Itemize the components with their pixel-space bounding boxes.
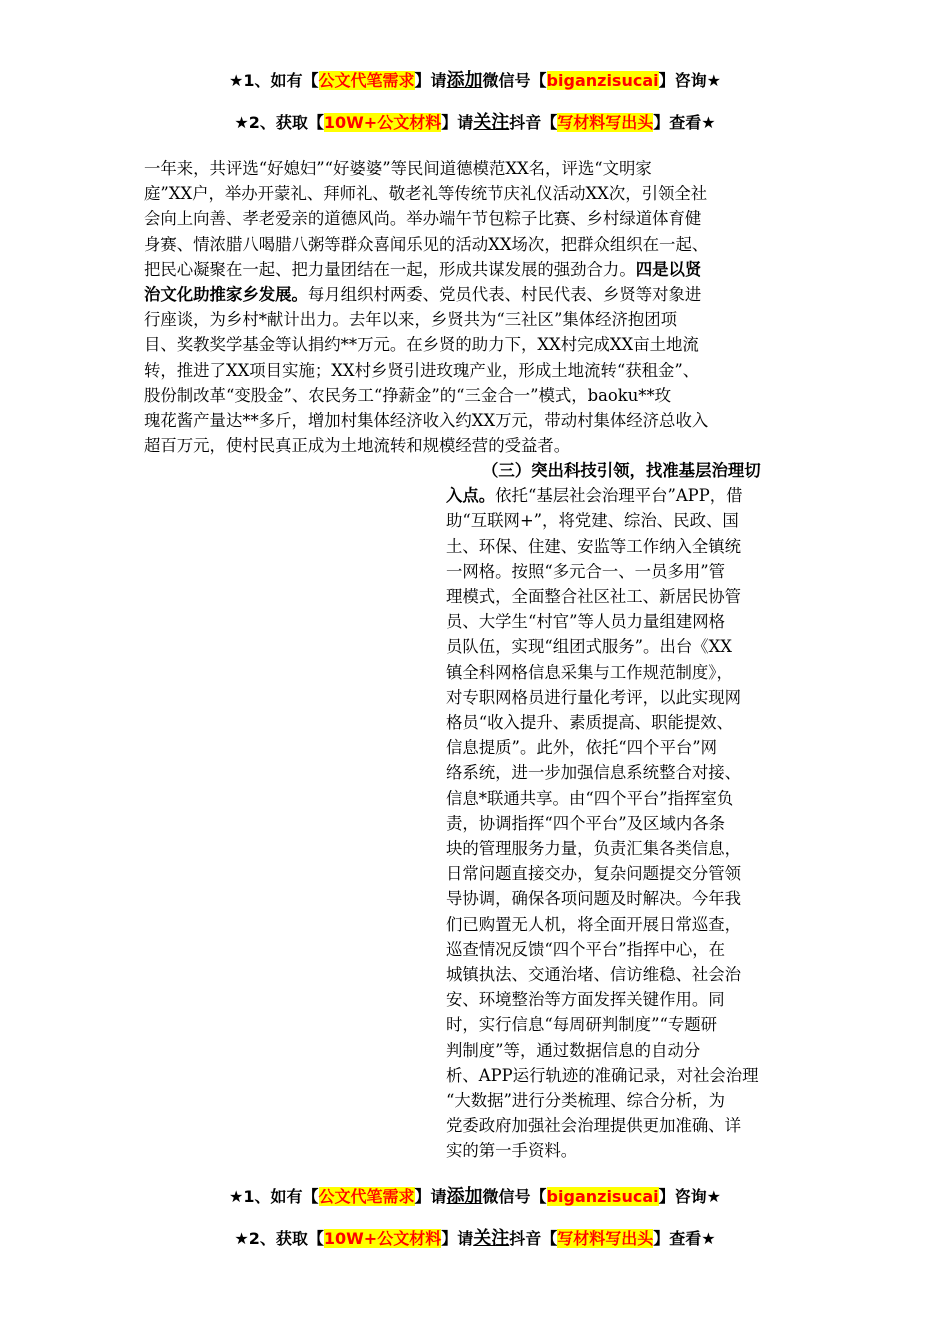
text-line: 股份制改革“变股金”、农民务工“挣薪金”的“三金合一”模式，baoku**玫 (144, 385, 672, 405)
text-line: 信息提质”。此外，依托“四个平台”网 (446, 738, 717, 758)
bold-heading: 入点。 (446, 486, 496, 506)
promo-douyin-name: 写材料写出头 (557, 1229, 654, 1248)
text-line: 身赛、情浓腊八喝腊八粥等群众喜闻乐见的活动XX场次，把群众组织在一起、 (144, 234, 709, 254)
text-line: 巡查情况反馈“四个平台”指挥中心，在 (446, 939, 726, 959)
body-paragraph-2 (446, 458, 808, 1164)
text-line: 员队伍，实现“组团式服务”。出台《XX (446, 637, 732, 657)
bold-heading: 治文化助推家乡发展。 (144, 285, 308, 305)
text-segment: 每月组织村两委、党员代表、村民代表、乡贤等对象进 (307, 285, 702, 305)
promo-highlight: 公文代笔需求 (318, 1187, 415, 1206)
header-promo-line-2 (0, 112, 950, 134)
text-line: 目、奖教奖学基金等认捐约**万元。在乡贤的助力下，XX村完成XX亩土地流 (144, 335, 699, 355)
promo-underline: 关注 (473, 1228, 510, 1249)
text-line: 络系统，进一步加强信息系统整合对接、 (446, 763, 742, 783)
promo-text: 抖音【 (509, 1229, 558, 1248)
promo-text: 】请 (441, 113, 474, 132)
bold-heading: （三）突出科技引领，找准基层治理切 (482, 461, 761, 480)
text-line: 导协调，确保各项问题及时解决。今年我 (446, 889, 742, 909)
text-line: 对专职网格员进行量化考评，以此实现网 (446, 687, 742, 707)
text-line: 们已购置无人机，将全面开展日常巡查， (446, 914, 742, 934)
text-line (144, 282, 808, 307)
promo-highlight: 公文代笔需求 (318, 71, 415, 90)
text-segment: 把民心凝聚在一起、把力量团结在一起，形成共谋发展的强劲合力。 (144, 259, 636, 279)
promo-text: ★2、获取【 (234, 1229, 324, 1248)
promo-text: 微信号【 (482, 71, 547, 90)
promo-text: 】请 (414, 71, 447, 90)
promo-text: 】请 (441, 1229, 474, 1248)
promo-text: 】咨询★ (658, 1187, 721, 1206)
promo-text: 】请 (414, 1187, 447, 1206)
text-segment: 依托“基层社会治理平台”APP，借 (495, 486, 743, 506)
promo-text: 】咨询★ (658, 71, 721, 90)
text-line: 一年来，共评选“好媳妇”“好婆婆”等民间道德模范XX名，评选“文明家 (144, 159, 652, 178)
text-line: 安、环境整治等方面发挥关键作用。同 (446, 990, 725, 1010)
text-line: 块的管理服务力量，负责汇集各类信息， (446, 839, 742, 859)
text-line: 超百万元，使村民真正成为土地流转和规模经营的受益者。 (144, 436, 571, 456)
text-line: 城镇执法、交通治堵、信访维稳、社会治 (446, 965, 742, 985)
text-line: 行座谈，为乡村*献计出力。去年以来，乡贤共为“三社区”集体经济抱团项 (144, 310, 678, 330)
promo-text: 微信号【 (482, 1187, 547, 1206)
text-line: 理模式，全面整合社区社工、新居民协管 (446, 587, 742, 607)
promo-douyin-name: 写材料写出头 (557, 113, 654, 132)
promo-wechat-id: biganzisucai (546, 71, 659, 90)
text-line: 镇全科网格信息采集与工作规范制度》， (446, 662, 733, 682)
promo-underline: 添加 (446, 1186, 483, 1207)
text-line: 党委政府加强社会治理提供更加准确、详 (446, 1116, 742, 1136)
promo-highlight: 10W+公文材料 (323, 1229, 442, 1248)
promo-highlight: 10W+公文材料 (323, 113, 442, 132)
promo-text: 】查看★ (653, 113, 716, 132)
promo-wechat-id: biganzisucai (546, 1187, 659, 1206)
text-line: 析、APP运行轨迹的准确记录，对社会治理 (446, 1065, 759, 1085)
text-line: 转，推进了XX项目实施；XX村乡贤引进玫瑰产业，形成土地流转“获租金”、 (144, 360, 700, 380)
text-line: 土、环保、住建、安监等工作纳入全镇统 (446, 536, 742, 556)
promo-text: 抖音【 (509, 113, 558, 132)
promo-text: ★1、如有【 (229, 1187, 319, 1206)
promo-text: ★2、获取【 (234, 113, 324, 132)
text-line: 庭”XX户，举办开蒙礼、拜师礼、敬老礼等传统节庆礼仪活动XX次，引领全社 (144, 184, 708, 204)
promo-text: 】查看★ (653, 1229, 716, 1248)
text-line: 判制度”等，通过数据信息的自动分 (446, 1040, 701, 1060)
text-line: 一网格。按照“多元合一、一员多用”管 (446, 561, 726, 581)
text-line: 信息*联通共享。由“四个平台”指挥室负 (446, 788, 734, 808)
text-line: “大数据”进行分类梳理、综合分析，为 (446, 1091, 726, 1111)
text-line: 会向上向善、孝老爱亲的道德风尚。举办端午节包粽子比赛、乡村绿道体育健 (144, 209, 702, 229)
footer-promo-line-2 (0, 1228, 950, 1250)
promo-underline: 添加 (446, 70, 483, 91)
text-line: 员、大学生“村官”等人员力量组建网格 (446, 612, 726, 632)
bold-heading: 四是以贤 (635, 259, 702, 279)
text-line: 助“互联网+”，将党建、综治、民政、国 (446, 511, 739, 531)
body-paragraph-1 (144, 156, 808, 458)
text-line: 责，协调指挥“四个平台”及区域内各条 (446, 813, 726, 833)
promo-text: ★1、如有【 (229, 71, 319, 90)
promo-underline: 关注 (473, 112, 510, 133)
text-line: 时，实行信息“每周研判制度”“专题研 (446, 1015, 717, 1035)
header-promo-line-1 (0, 70, 950, 92)
text-line (446, 483, 808, 508)
text-line: 实的第一手资料。 (446, 1141, 578, 1161)
text-line (144, 257, 808, 282)
text-line: 日常问题直接交办，复杂问题提交分管领 (446, 864, 742, 884)
section-heading (446, 458, 808, 483)
footer-promo-line-1 (0, 1186, 950, 1208)
text-line: 格员“收入提升、素质提高、职能提效、 (446, 713, 734, 733)
text-line: 瑰花酱产量达**多斤，增加村集体经济收入约XX万元，带动村集体经济总收入 (144, 411, 709, 431)
